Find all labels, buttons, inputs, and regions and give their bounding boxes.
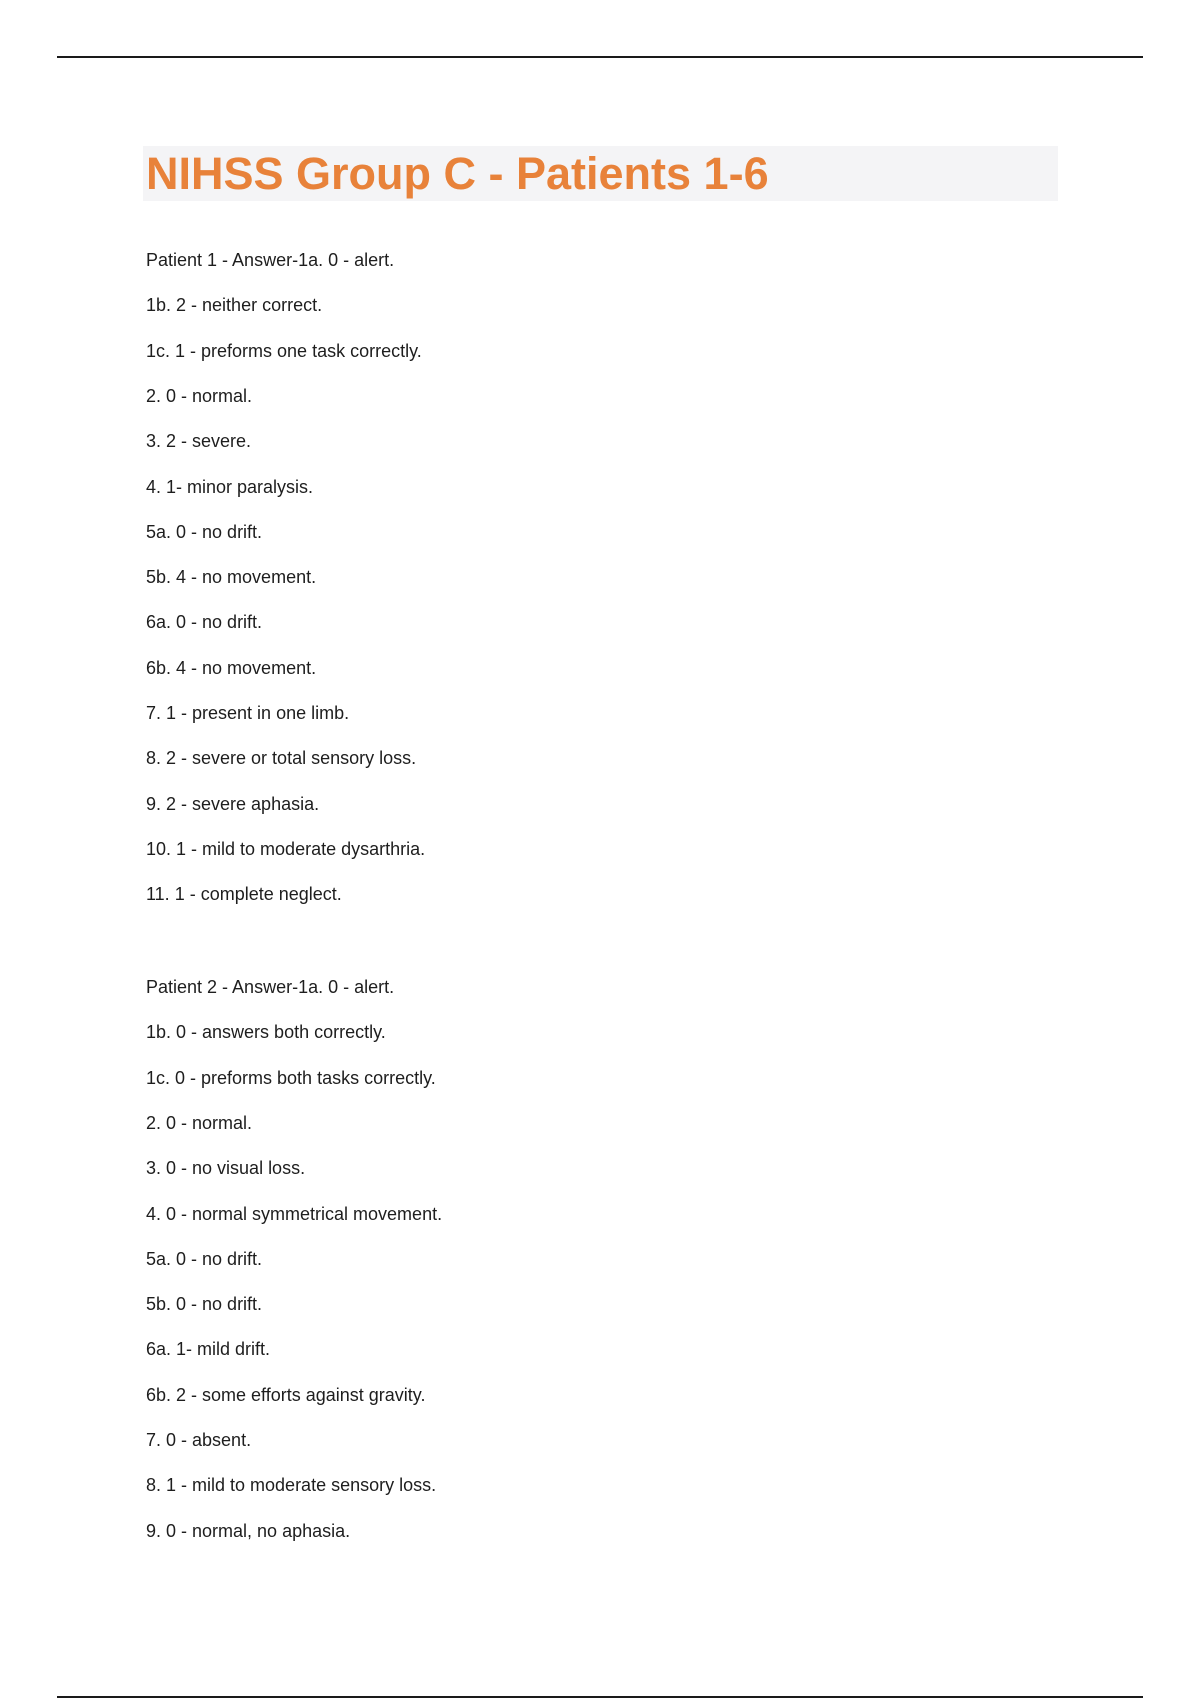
answer-line: 9. 2 - severe aphasia. xyxy=(146,794,320,814)
answer-line: 2. 0 - normal. xyxy=(146,1113,253,1133)
answer-line: 1b. 0 - answers both correctly. xyxy=(146,1022,386,1042)
answer-line: 6b. 4 - no movement. xyxy=(146,658,317,678)
answer-line: 6a. 0 - no drift. xyxy=(146,612,263,632)
answer-line: 3. 0 - no visual loss. xyxy=(146,1158,306,1178)
answer-line: 7. 0 - absent. xyxy=(146,1430,252,1450)
bottom-rule xyxy=(57,1696,1143,1698)
answer-line: 4. 1- minor paralysis. xyxy=(146,477,314,497)
answer-line: 4. 0 - normal symmetrical movement. xyxy=(146,1204,443,1224)
answer-line: 3. 2 - severe. xyxy=(146,431,252,451)
answer-line: 6b. 2 - some efforts against gravity. xyxy=(146,1385,426,1405)
answer-line: 7. 1 - present in one limb. xyxy=(146,703,350,723)
answer-line: 6a. 1- mild drift. xyxy=(146,1339,271,1359)
answer-line: 8. 1 - mild to moderate sensory loss. xyxy=(146,1475,437,1495)
answer-line: 11. 1 - complete neglect. xyxy=(146,884,342,904)
patient-heading-line: Patient 1 - Answer-1a. 0 - alert. xyxy=(146,250,395,270)
answer-line: 10. 1 - mild to moderate dysarthria. xyxy=(146,839,426,859)
answer-line: 8. 2 - severe or total sensory loss. xyxy=(146,748,417,768)
answer-line: 1c. 1 - preforms one task correctly. xyxy=(146,341,422,361)
answer-line: 9. 0 - normal, no aphasia. xyxy=(146,1521,351,1541)
answer-line: 5b. 0 - no drift. xyxy=(146,1294,263,1314)
patient-heading-line: Patient 2 - Answer-1a. 0 - alert. xyxy=(146,977,395,997)
answer-line: 1b. 2 - neither correct. xyxy=(146,295,323,315)
answer-line: 5b. 4 - no movement. xyxy=(146,567,317,587)
answer-line: 1c. 0 - preforms both tasks correctly. xyxy=(146,1068,436,1088)
answer-line: 5a. 0 - no drift. xyxy=(146,522,263,542)
answer-line: 2. 0 - normal. xyxy=(146,386,253,406)
answer-line: 5a. 0 - no drift. xyxy=(146,1249,263,1269)
top-rule xyxy=(57,56,1143,58)
document-title: NIHSS Group C - Patients 1-6 xyxy=(146,148,769,199)
